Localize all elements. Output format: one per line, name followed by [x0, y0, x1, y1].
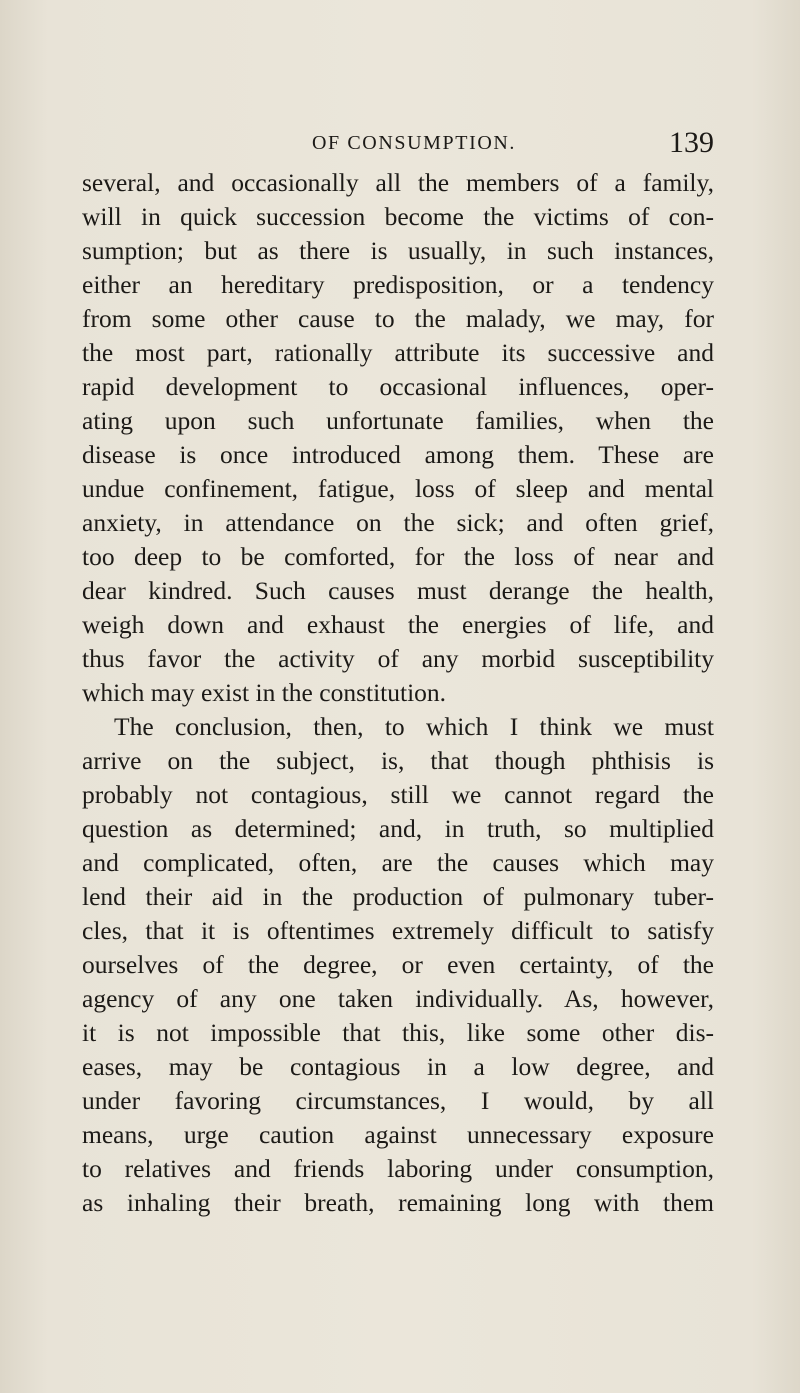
text-line-13: dear kindred. Such causes must derange the health, — [82, 576, 714, 605]
text-line-23: cles, that it is oftentimes extremely difficult to satisfy — [82, 916, 714, 945]
body-text — [82, 166, 714, 1220]
text-line-12: too deep to be comforted, for the loss of near and — [82, 542, 714, 571]
text-line-7: rapid development to occasional influences, oper- — [82, 372, 714, 401]
text-line-28: under favoring circumstances, I would, by all — [82, 1086, 714, 1115]
text-line-31: as inhaling their breath, remaining long with them — [82, 1188, 714, 1217]
text-line-2: will in quick succession become the victims of con- — [82, 202, 714, 231]
text-line-30: to relatives and friends laboring under consumption, — [82, 1154, 714, 1183]
text-line-14: weigh down and exhaust the energies of life, and — [82, 610, 714, 639]
text-line-1: several, and occasionally all the members of a family, — [82, 168, 714, 197]
text-line-29: means, urge caution against unnecessary exposure — [82, 1120, 714, 1149]
text-line-8: ating upon such unfortunate families, when the — [82, 406, 714, 435]
page-number: 139 — [669, 126, 714, 159]
text-line-25: agency of any one taken individually. As, however, — [82, 984, 714, 1013]
text-line-24: ourselves of the degree, or even certainty, of the — [82, 950, 714, 979]
text-line-15: thus favor the activity of any morbid susceptibility — [82, 644, 714, 673]
text-line-4: either an hereditary predisposition, or a tendency — [82, 270, 714, 299]
running-head — [82, 126, 712, 166]
running-title: OF CONSUMPTION. — [312, 132, 517, 154]
text-line-19: probably not contagious, still we cannot regard the — [82, 780, 714, 809]
text-line-11: anxiety, in attendance on the sick; and often grief, — [82, 508, 714, 537]
text-line-26: it is not impossible that this, like some other dis- — [82, 1018, 714, 1047]
text-line-16: which may exist in the constitution. — [82, 678, 447, 707]
text-line-10: undue confinement, fatigue, loss of sleep and mental — [82, 474, 714, 503]
text-line-21: and complicated, often, are the causes which may — [82, 848, 714, 877]
text-line-6: the most part, rationally attribute its successive and — [82, 338, 714, 367]
text-line-3: sumption; but as there is usually, in such instances, — [82, 236, 714, 265]
text-line-17: The conclusion, then, to which I think we must — [114, 712, 714, 741]
text-line-27: eases, may be contagious in a low degree, and — [82, 1052, 714, 1081]
text-line-20: question as determined; and, in truth, so multiplied — [82, 814, 714, 843]
text-line-5: from some other cause to the malady, we may, for — [82, 304, 714, 333]
text-line-22: lend their aid in the production of pulmonary tuber- — [82, 882, 714, 911]
text-line-18: arrive on the subject, is, that though phthisis is — [82, 746, 714, 775]
text-line-9: disease is once introduced among them. These are — [82, 440, 714, 469]
